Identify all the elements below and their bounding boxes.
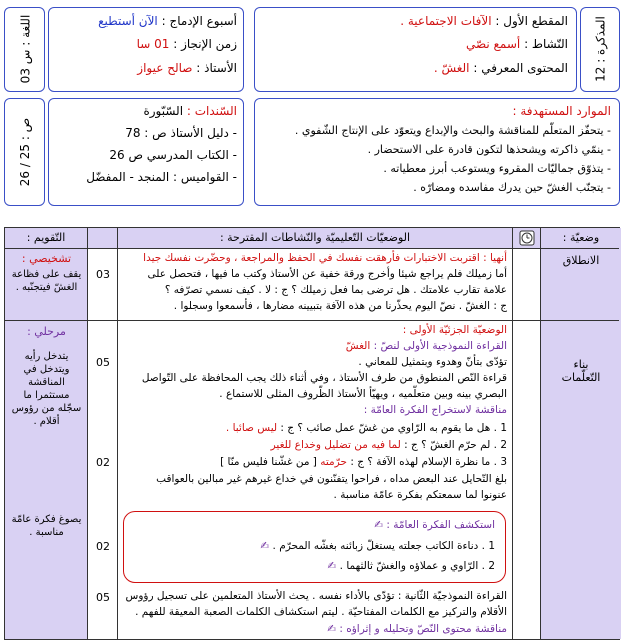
status-column [541, 248, 621, 639]
build-paragraph-line: القراءة النموذجيّة الثّانية : تؤدّى بالأداء نفسه . يحث الأستاذ المتعلمين على تسجيل رؤوس [125, 590, 507, 602]
build-eval-text: يتدخل رأيه ويتدخل في المناقشة مستثمرا ما سجّله من رؤوس أقلام . [11, 351, 82, 427]
time-column [88, 248, 118, 639]
header-clock [513, 228, 541, 248]
eval-column [5, 248, 88, 639]
target-item: - يتذوّق جماليّات المقروء ويستوعب أبرز معطياته . [383, 162, 611, 175]
target-item: - يتجنّب الغشّ حين يدرك مفاسده ومضارّه . [413, 181, 611, 194]
build-time: 05 [96, 591, 110, 604]
week-line: أسبوع الإدماج : الآن أستطيع [98, 14, 237, 28]
general-idea-item: 1 . دناءة الكاتب جعلته يستغلّ زبائنه بغشّه المحرّم . ✍ [260, 540, 495, 552]
build-paragraph-line: الأقلام والتركيز مع الكلمات المفتاحيّة . ليتم استكشاف الكلمات الصعبة المعيقة للفهم . [135, 606, 507, 618]
build-title: الوضعيّة الجزئيّة الأولى : [402, 324, 507, 336]
build-paragraph-line: تؤدّى بتأنّ وهدوء وبتمثيل للمعاني . [358, 356, 507, 368]
pages-box [4, 98, 45, 206]
activity-line: النّشاط : أسمع نصّي [465, 37, 568, 51]
launch-line: علامة تقارب علامتك . هل ترضى بما فعل زميلك ؟ ج : لا . كيف نسمي تصرّفه ؟ [164, 284, 507, 296]
pen-icon: ✍ [260, 540, 270, 552]
clock-column [513, 248, 541, 639]
pen-icon: ✍ [374, 519, 384, 531]
build-time: 02 [96, 540, 110, 553]
lesson-table [4, 227, 620, 640]
build-paragraph-line: بلغ التّحايل عند البعض مداه ، فراحوا يتفنّنون في خداع غيرهم غير مبالين بالعواقب [156, 473, 507, 485]
pen-icon: ✍ [327, 560, 337, 572]
launch-line: أنهيا : اقتربت الاختبارات فأرهقت نفسك في الحفظ والمراجعة ، وحضّرت نفسك جيدا [143, 252, 507, 264]
general-idea-box [123, 511, 506, 583]
launch-line: ج : الغشّ . نصّ اليوم يحذّرنا من هذه الآفة بتبيينه مضارها ، فأسمعوا وسجلوا . [173, 300, 507, 312]
time-line: زمن الإنجاز : 01 سا [136, 37, 237, 51]
target-item: - يتحفّز المتعلّم للمناقشة والبحث والإبداع ويتعوّد على الإنتاج الشّفوي . [294, 124, 611, 137]
question-line: 2 . لم حرّم الغشّ ؟ ج : لما فيه من تضليل وخداع للغير [270, 439, 507, 451]
general-idea-item: 2 . الرّاوي و عملاؤه والغشّ ثالثهما . ✍ [327, 560, 495, 572]
build-stage: بناء التّعلّمات [561, 358, 601, 384]
targets-box [254, 98, 620, 206]
content-line: المحتوى المعرفي : الغشّ . [433, 61, 568, 75]
segment-line: المقطع الأول : الآفات الاجتماعية . [400, 14, 568, 28]
model-reading-line: القراءة النموذجية الأولى لنصّ : الغشّ [345, 340, 507, 352]
header-time-blank [88, 228, 118, 248]
clock-icon [519, 230, 535, 246]
memo-label: المذكرة : 12 [593, 16, 608, 82]
build-paragraph-line: عنونوا لما سمعتكم بفكرة عامّة مناسبة . [333, 489, 507, 501]
launch-line: أما زميلك فلم يراجع شيئا وأخرج ورقة خفية عن الأستاذ وكتب ما فيها ، فتحصل على [147, 268, 507, 280]
header-activities: الوضعيّات التّعليميّة والنّشاطات المقترحة : [118, 228, 513, 248]
build-eval-text: يصوغ فكرة عامّة مناسبة . [11, 514, 82, 538]
launch-time: 03 [96, 268, 110, 281]
header-eval: التّقويم : [5, 228, 88, 248]
segment-box [254, 7, 577, 92]
build-eval-label: مرحلي : [27, 325, 66, 338]
resources-title-line: السّندات : السّبّورة [143, 104, 237, 118]
launch-stage: الانطلاق [562, 254, 600, 267]
resource-item: - دليل الأستاذ ص : 78 [125, 126, 237, 140]
build-time: 05 [96, 356, 110, 369]
build-paragraph-line: البصري بينه وبين متعلّميه ، ويهيّأ الأستاذ الظّروف المثلى للاستماع . [219, 388, 507, 400]
general-idea-title-line: استكشف الفكرة العامّة : ✍ [374, 519, 495, 531]
pen-icon: ✍ [327, 623, 336, 635]
memo-box [580, 7, 620, 92]
targets-title: الموارد المستهدفة : [512, 104, 611, 118]
lang-box [4, 7, 45, 92]
analysis-title-line: مناقشة محتوى النّصّ وتحليله و إثراؤه : ✍ [327, 623, 507, 635]
question-line: 1 . هل ما يقوم به الرّاوي من غشّ عمل صائب ؟ ج : ليس صائبا . [225, 422, 507, 434]
header-divider [5, 248, 619, 249]
lang-label: اللغة : س 03 [18, 14, 33, 84]
target-item: - ينمّي ذاكرته ويشحذها لتكون قادرة على الاستحضار . [367, 143, 611, 156]
build-paragraph-line: قراءة النّص المنطوق من طرف الأستاذ ، وفي أثناء ذلك يجب المحافظة على التّواصل [141, 372, 507, 384]
resource-item: - الكتاب المدرسي ص 26 [109, 148, 237, 162]
resources-box [48, 98, 244, 206]
resource-item: - القواميس : المنجد - المفضّل [86, 170, 237, 184]
header-status: وضعيّة : [541, 228, 621, 248]
row-divider [5, 320, 619, 321]
week-box [48, 7, 244, 92]
launch-eval-label: تشخيصي : [21, 252, 72, 265]
pages-label: ص : 25 / 26 [18, 117, 32, 187]
teacher-line: الأستاذ : صالح عيواز [137, 61, 237, 75]
launch-eval-text: يقف على فظاعة الغشّ فيتجنّبه . [11, 269, 82, 293]
discussion-title: مناقشة لاستخراج الفكرة العامّة : [363, 404, 507, 416]
build-time: 02 [96, 456, 110, 469]
question-line: 3 . ما نظرة الإسلام لهذه الآفة ؟ ج : حرّمته [ من غشّنا فليس منّا ] [220, 456, 507, 468]
